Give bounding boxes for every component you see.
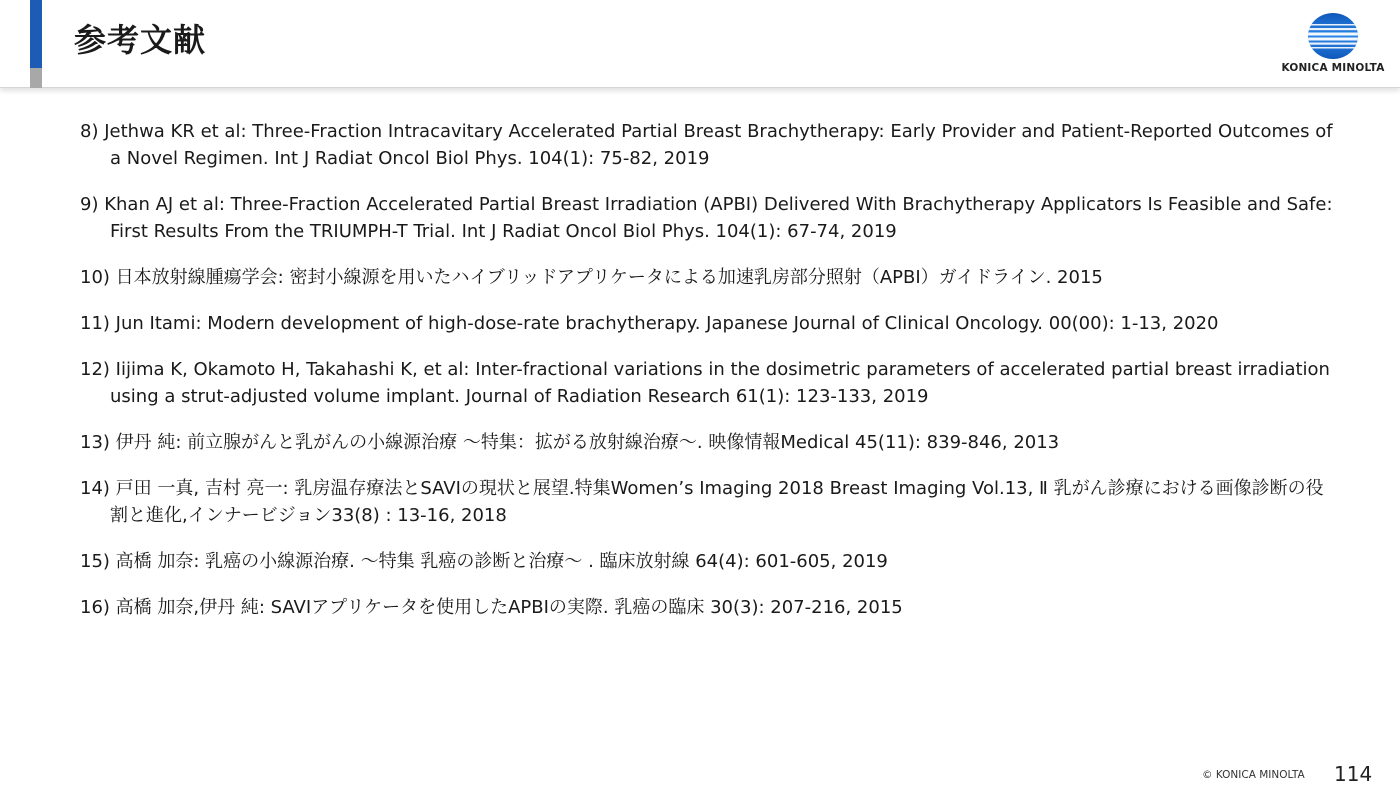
reference-item bbox=[80, 475, 1340, 529]
reference-list bbox=[80, 118, 1340, 640]
reference-number: 16) bbox=[80, 597, 110, 618]
reference-item bbox=[80, 118, 1340, 172]
reference-item bbox=[80, 191, 1340, 245]
reference-number: 15) bbox=[80, 551, 110, 572]
reference-number: 12) bbox=[80, 359, 110, 380]
reference-item bbox=[80, 548, 1340, 575]
globe-logo-icon bbox=[1307, 12, 1359, 60]
reference-text: Jethwa KR et al: Three-Fraction Intracavitary Accelerated Partial Breast Brachytherapy: Early Provider and Patient-Reported Outcomes of a Novel Regimen. Int J Radiat Oncol Biol Phys. 104(1): 75-82, 2019 bbox=[104, 121, 1333, 169]
konica-minolta-logo bbox=[1276, 12, 1390, 78]
footer-copyright: © KONICA MINOLTA bbox=[1202, 769, 1305, 781]
reference-text: 高橋 加奈: 乳癌の小線源治療. ～特集 乳癌の診断と治療～ . 臨床放射線 64(4): 601-605, 2019 bbox=[115, 551, 888, 572]
reference-item bbox=[80, 356, 1340, 410]
page-title: 参考文献 bbox=[74, 21, 207, 59]
reference-text: 戸田 一真, 吉村 亮一: 乳房温存療法とSAVIの現状と展望.特集Women’s Imaging 2018 Breast Imaging Vol.13, Ⅱ 乳がん診療における画像診断の役割と進化,インナービジョン33(8) : 13-16, 2018 bbox=[110, 478, 1324, 526]
reference-item bbox=[80, 264, 1340, 291]
reference-number: 11) bbox=[80, 313, 110, 334]
reference-number: 8) bbox=[80, 121, 99, 142]
logo-text: KONICA MINOLTA bbox=[1281, 62, 1385, 74]
reference-text: Jun Itami: Modern development of high-dose-rate brachytherapy. Japanese Journal of Clinical Oncology. 00(00): 1-13, 2020 bbox=[115, 313, 1219, 334]
reference-text: Iijima K, Okamoto H, Takahashi K, et al: Inter-fractional variations in the dosimetric parameters of accelerated partial breast irradiation using a strut-adjusted volume implant. Journal of Radiation Research 61(1): 123-133, 2019 bbox=[110, 359, 1330, 407]
accent-bar bbox=[30, 0, 42, 68]
reference-text: Khan AJ et al: Three-Fraction Accelerated Partial Breast Irradiation (APBI) Delivered With Brachytherapy Applicators Is Feasible and Safe: First Results From the TRIUMPH-T Trial. Int J Radiat Oncol Biol Phys. 104(1): 67-74, 2019 bbox=[104, 194, 1333, 242]
slide-header bbox=[0, 0, 1400, 88]
reference-item bbox=[80, 429, 1340, 456]
reference-text: 高橋 加奈,伊丹 純: SAVIアプリケータを使用したAPBIの実際. 乳癌の臨床 30(3): 207-216, 2015 bbox=[115, 597, 903, 618]
reference-text: 日本放射線腫瘍学会: 密封小線源を用いたハイブリッドアプリケータによる加速乳房部分照射（APBI）ガイドライン. 2015 bbox=[115, 267, 1103, 288]
reference-number: 14) bbox=[80, 478, 110, 499]
reference-number: 13) bbox=[80, 432, 110, 453]
reference-item bbox=[80, 310, 1340, 337]
accent-bar-lower bbox=[30, 68, 42, 88]
page-number: 114 bbox=[1334, 762, 1373, 786]
reference-text: 伊丹 純: 前立腺がんと乳がんの小線源治療 ～特集：拡がる放射線治療～. 映像情報Medical 45(11): 839-846, 2013 bbox=[115, 432, 1060, 453]
reference-number: 10) bbox=[80, 267, 110, 288]
reference-number: 9) bbox=[80, 194, 99, 215]
reference-item bbox=[80, 594, 1340, 621]
